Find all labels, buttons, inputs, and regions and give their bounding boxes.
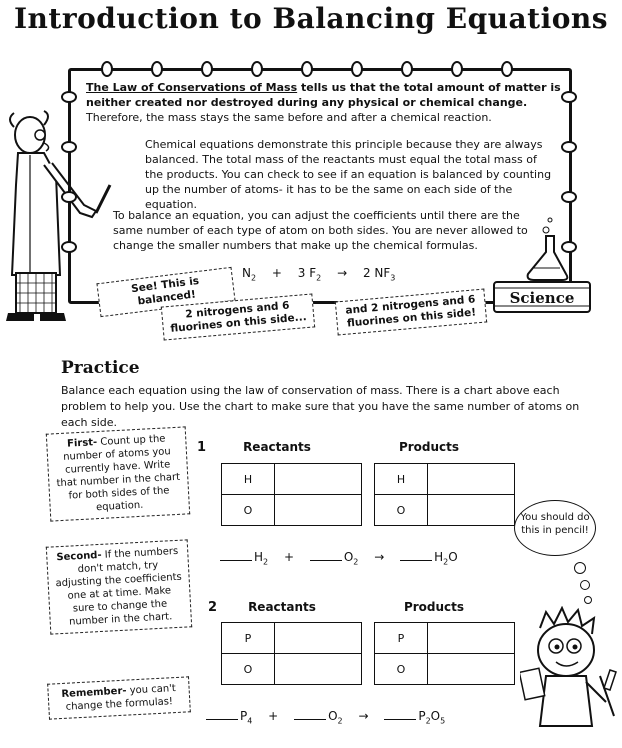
- problem-2-reactants-chart: [221, 622, 362, 685]
- chart-element: P: [222, 623, 275, 654]
- law-conclusion: Therefore, the mass stays the same before and after a chemical reaction.: [86, 111, 492, 124]
- see-balanced-callout: See! This is balanced!: [96, 267, 235, 317]
- intro-paragraph-3: To balance an equation, you can adjust the coefficients until there are the same number of each type of atom on both sides. You are never allowed to change the smaller numbers that make up the chemical formulas.: [113, 209, 528, 252]
- atom-count-cell[interactable]: [428, 495, 515, 526]
- chart-element: O: [375, 654, 428, 685]
- eq-term: H: [434, 550, 444, 564]
- coefficient-blank[interactable]: [400, 548, 432, 561]
- eq-sub: 2: [263, 557, 269, 567]
- tip-second-label: Second-: [56, 549, 102, 564]
- chart-element: H: [222, 464, 275, 495]
- pencil-reminder-bubble: You should do this in pencil!: [514, 500, 596, 556]
- boy-with-pencil-illustration: [520, 606, 620, 746]
- tip-remember-text: you can't change the formulas!: [65, 683, 177, 713]
- page-title: Introduction to Balancing Equations: [13, 2, 609, 35]
- eq-plus: +: [268, 709, 279, 723]
- practice-heading: Practice: [61, 358, 140, 378]
- problem-2-number: 2: [208, 600, 218, 615]
- eq-sub: 5: [440, 716, 446, 726]
- intro-paragraph-2: Chemical equations demonstrate this principle because they are always balanced. The total mass of the reactants must equal the total mass of the products. You can check to see if an equation is balanced by counting up the number of atoms- it has to be the same on each side of the equation.: [145, 138, 552, 211]
- chart-element: O: [222, 654, 275, 685]
- left-side-note: 2 nitrogens and 6 fluorines on this side...: [161, 293, 315, 340]
- practice-instructions: Balance each equation using the law of conservation of mass. There is a chart above each problem to help you. Use the chart to make sure that you have the same number of atoms on each side.: [61, 384, 580, 429]
- tip-remember: [47, 676, 191, 719]
- problem-2-products-chart: [374, 622, 515, 685]
- eq-nitrogen-sub: 2: [250, 273, 257, 283]
- eq-fluorine: 3 F: [297, 266, 317, 280]
- problem-2-equation: [206, 707, 445, 725]
- atom-count-cell[interactable]: [275, 464, 362, 495]
- atom-count-cell[interactable]: [275, 654, 362, 685]
- eq-sub: 2: [443, 557, 449, 567]
- eq-arrow: →: [374, 550, 385, 564]
- eq-term: P: [418, 709, 426, 723]
- eq-plus: +: [271, 266, 282, 280]
- eq-nitrogen: N: [242, 266, 251, 280]
- problem-1-equation: [220, 548, 458, 566]
- law-statement: tells us that the total amount of matter is neither created nor destroyed during any physical or chemical change.: [86, 81, 561, 109]
- chart-element: O: [375, 495, 428, 526]
- coefficient-blank[interactable]: [310, 548, 342, 561]
- law-name: The Law of Conservations of Mass: [86, 81, 298, 94]
- chart-element: O: [222, 495, 275, 526]
- tip-first: [46, 426, 190, 521]
- eq-term: O: [448, 550, 458, 564]
- eq-sub: 2: [353, 557, 359, 567]
- eq-term: O: [328, 709, 338, 723]
- right-side-note: and 2 nitrogens and 6 fluorines on this side!: [335, 289, 487, 336]
- eq-sub: 2: [337, 716, 343, 726]
- thought-dot: [584, 596, 592, 604]
- tip-second: [46, 539, 192, 634]
- atom-count-cell[interactable]: [275, 495, 362, 526]
- eq-arrow: →: [358, 709, 369, 723]
- tip-second-text: If the numbers don't match, try adjusting the coefficients one at at time. Make sure to change the number in the chart.: [55, 545, 183, 628]
- eq-product-sub: 3: [390, 273, 396, 283]
- eq-product: 2 NF: [362, 266, 391, 280]
- atom-count-cell[interactable]: [428, 623, 515, 654]
- problem-1-products-label: Products: [398, 440, 460, 454]
- atom-count-cell[interactable]: [428, 464, 515, 495]
- eq-sub: 2: [425, 716, 431, 726]
- coefficient-blank[interactable]: [220, 548, 252, 561]
- coefficient-blank[interactable]: [206, 707, 238, 720]
- eq-term: O: [430, 709, 441, 723]
- chart-element: H: [375, 464, 428, 495]
- eq-term: H: [254, 550, 264, 564]
- problem-1-products-chart: [374, 463, 515, 526]
- eq-arrow: →: [337, 266, 348, 280]
- coefficient-blank[interactable]: [294, 707, 326, 720]
- atom-count-cell[interactable]: [428, 654, 515, 685]
- problem-1-number: 1: [197, 440, 207, 455]
- eq-fluorine-sub: 2: [316, 273, 322, 283]
- science-book-flask-illustration: [488, 210, 600, 320]
- tip-remember-label: Remember-: [61, 685, 127, 700]
- thought-dot: [580, 580, 590, 590]
- intro-paragraph-1: [86, 80, 562, 125]
- thought-dot: [574, 562, 586, 574]
- coefficient-blank[interactable]: [384, 707, 416, 720]
- tip-first-label: First-: [66, 437, 98, 450]
- problem-2-reactants-label: Reactants: [248, 600, 316, 614]
- problem-2-products-label: Products: [403, 600, 465, 614]
- chart-element: P: [375, 623, 428, 654]
- problem-1-reactants-label: Reactants: [243, 440, 311, 454]
- book-label: Science: [509, 289, 575, 307]
- eq-plus: +: [283, 550, 295, 564]
- example-equation: [242, 266, 395, 282]
- eq-term: P: [240, 709, 248, 723]
- eq-sub: 4: [247, 716, 253, 726]
- problem-1-reactants-chart: [221, 463, 362, 526]
- tip-first-text: Count up the number of atoms you currently have. Write that number in the chart for both sides of the equation.: [56, 433, 181, 514]
- atom-count-cell[interactable]: [275, 623, 362, 654]
- eq-term: O: [343, 550, 354, 564]
